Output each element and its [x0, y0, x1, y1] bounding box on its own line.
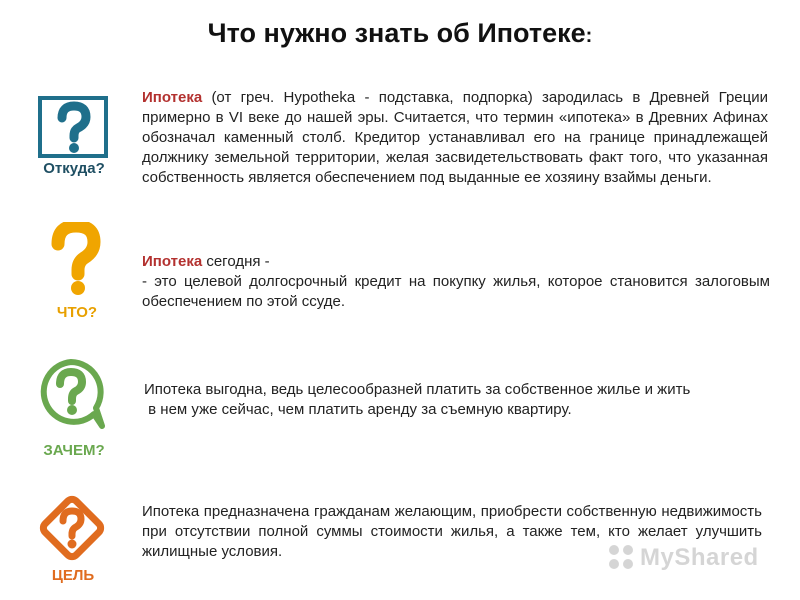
section-what-label — [44, 304, 110, 321]
section-origin-body: (от греч. Hypotheka - подставка, подпорка) зародилась в Древней Греции примерно в VI веке до нашей эры. Считается, что термин «ипотека» в Древних Афинах обозначал каменный столб. Кредитор устанавливал его на границе принадлежащей должнику земельной территории, желая засвидетельствовать факт того, что указанная собственность является обеспечением под выданные ее хозяину взаймы деньги. — [142, 89, 768, 186]
question-square-icon — [38, 96, 108, 158]
section-origin-highlight: Ипотека — [142, 89, 203, 106]
section-why-line-1: Ипотека выгодна, ведь целесообразней платить за собственное жилье и жить — [144, 381, 691, 398]
section-what-heading-rest: сегодня - — [202, 253, 270, 270]
section-what-highlight: Ипотека — [142, 253, 203, 270]
section-why-label-text: ЗАЧЕМ — [43, 442, 96, 459]
watermark — [606, 538, 766, 576]
question-diamond-icon — [34, 490, 110, 566]
question-bubble-icon — [36, 358, 106, 430]
myshared-logo-icon — [606, 542, 636, 572]
section-origin-text — [142, 88, 768, 188]
page-title-colon: : — [585, 25, 593, 47]
section-why-line-2: в нем уже сейчас, чем платить аренду за съемную квартиру. — [144, 401, 572, 418]
section-why-label — [34, 442, 114, 459]
page-title — [0, 18, 800, 49]
section-goal-text: Ипотека предназначена гражданам желающим, приобрести собственную недвижимость при отсутствии полной суммы стоимости жилья, а также тем, кто желает улучшить жилищные условия. — [142, 503, 762, 560]
section-why-label-mark: ? — [95, 442, 105, 459]
section-what-label-text: ЧТО — [56, 304, 88, 321]
page-title-text: Что нужно знать об Ипотеке — [207, 18, 586, 48]
section-origin-label: Откуда? — [43, 160, 105, 177]
question-mark-icon — [50, 222, 102, 298]
section-what-text: - это целевой долгосрочный кредит на покупку жилья, которое становится залоговым обеспечением по этой ссуде. — [142, 273, 770, 310]
section-what-heading — [142, 252, 770, 272]
section-what-label-mark: ? — [87, 304, 98, 321]
watermark-text: MyShared — [640, 544, 759, 571]
section-goal-label: ЦЕЛЬ — [51, 567, 95, 584]
